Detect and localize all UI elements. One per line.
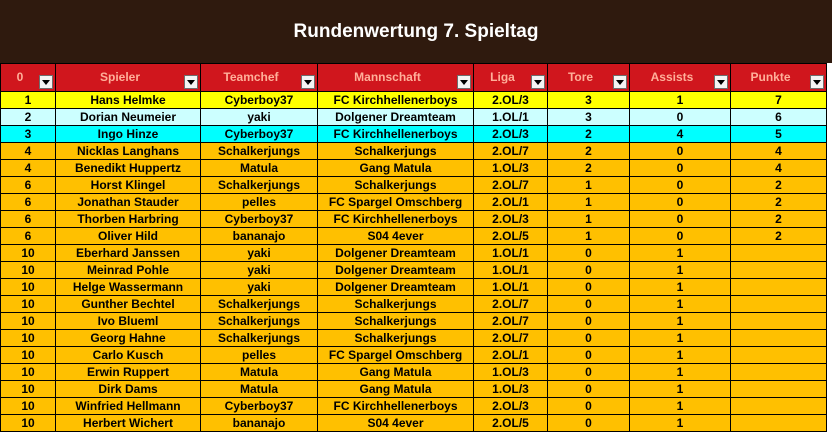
cell-rank[interactable]: 10 [1, 279, 56, 296]
column-header-label: Tore [567, 70, 594, 84]
column-header-label: Assists [650, 70, 694, 84]
cell-spieler[interactable]: Erwin Ruppert [56, 364, 201, 381]
cell-spieler[interactable]: Gunther Bechtel [56, 296, 201, 313]
cell-spieler[interactable]: Herbert Wichert [56, 415, 201, 432]
cell-tore[interactable]: 0 [548, 245, 630, 262]
cell-assists[interactable]: 1 [630, 330, 731, 347]
cell-assists[interactable]: 0 [630, 160, 731, 177]
cell-liga[interactable]: 1.OL/3 [474, 381, 548, 398]
table-row [1, 398, 827, 415]
column-header-spieler [56, 64, 201, 92]
filter-dropdown-button[interactable] [531, 75, 545, 89]
cell-liga[interactable]: 2.OL/3 [474, 126, 548, 143]
cell-rank[interactable]: 10 [1, 398, 56, 415]
cell-rank[interactable]: 3 [1, 126, 56, 143]
cell-spieler[interactable]: Nicklas Langhans [56, 143, 201, 160]
table-row [1, 330, 827, 347]
cell-liga[interactable]: 2.OL/7 [474, 143, 548, 160]
cell-assists[interactable]: 0 [630, 228, 731, 245]
cell-mannschaft[interactable]: FC Kirchhellenerboys [318, 126, 474, 143]
cell-tore[interactable]: 0 [548, 415, 630, 432]
cell-teamchef[interactable]: Matula [201, 160, 318, 177]
cell-rank[interactable]: 6 [1, 177, 56, 194]
cell-punkte[interactable]: 4 [731, 143, 827, 160]
cell-assists[interactable]: 0 [630, 194, 731, 211]
cell-teamchef[interactable]: Schalkerjungs [201, 296, 318, 313]
cell-teamchef[interactable]: Cyberboy37 [201, 126, 318, 143]
chevron-down-icon [304, 80, 312, 85]
cell-tore[interactable]: 0 [548, 330, 630, 347]
cell-tore[interactable]: 0 [548, 296, 630, 313]
table-row [1, 415, 827, 432]
header-row [1, 64, 827, 92]
cell-assists[interactable]: 1 [630, 296, 731, 313]
table-row [1, 262, 827, 279]
cell-teamchef[interactable]: Schalkerjungs [201, 330, 318, 347]
cell-mannschaft[interactable]: Dolgener Dreamteam [318, 245, 474, 262]
table-row [1, 364, 827, 381]
cell-tore[interactable]: 0 [548, 262, 630, 279]
cell-teamchef[interactable]: yaki [201, 109, 318, 126]
cell-mannschaft[interactable]: Schalkerjungs [318, 143, 474, 160]
cell-liga[interactable]: 2.OL/3 [474, 211, 548, 228]
cell-teamchef[interactable]: Schalkerjungs [201, 177, 318, 194]
title-bar [0, 0, 832, 63]
cell-mannschaft[interactable]: Dolgener Dreamteam [318, 279, 474, 296]
cell-spieler[interactable]: Winfried Hellmann [56, 398, 201, 415]
filter-dropdown-button[interactable] [301, 75, 315, 89]
cell-tore[interactable]: 1 [548, 228, 630, 245]
cell-assists[interactable]: 1 [630, 381, 731, 398]
cell-teamchef[interactable]: yaki [201, 245, 318, 262]
cell-rank[interactable]: 10 [1, 364, 56, 381]
cell-tore[interactable]: 0 [548, 381, 630, 398]
cell-mannschaft[interactable]: Dolgener Dreamteam [318, 262, 474, 279]
cell-assists[interactable]: 0 [630, 211, 731, 228]
cell-rank[interactable]: 4 [1, 143, 56, 160]
cell-punkte[interactable]: 7 [731, 92, 827, 109]
table-row [1, 194, 827, 211]
column-header-label: Teamchef [223, 70, 279, 84]
cell-teamchef[interactable]: bananajo [201, 415, 318, 432]
cell-liga[interactable]: 1.OL/1 [474, 262, 548, 279]
cell-spieler[interactable]: Benedikt Huppertz [56, 160, 201, 177]
cell-punkte[interactable] [731, 313, 827, 330]
cell-punkte[interactable] [731, 364, 827, 381]
cell-teamchef[interactable]: Matula [201, 364, 318, 381]
cell-liga[interactable]: 1.OL/1 [474, 109, 548, 126]
cell-rank[interactable]: 6 [1, 194, 56, 211]
cell-mannschaft[interactable]: FC Spargel Omschberg [318, 194, 474, 211]
cell-assists[interactable]: 0 [630, 143, 731, 160]
cell-mannschaft[interactable]: FC Kirchhellenerboys [318, 92, 474, 109]
table-row [1, 211, 827, 228]
cell-assists[interactable]: 1 [630, 398, 731, 415]
cell-tore[interactable]: 3 [548, 92, 630, 109]
cell-teamchef[interactable]: pelles [201, 347, 318, 364]
cell-assists[interactable]: 1 [630, 347, 731, 364]
cell-liga[interactable]: 2.OL/7 [474, 330, 548, 347]
cell-mannschaft[interactable]: S04 4ever [318, 228, 474, 245]
cell-punkte[interactable] [731, 245, 827, 262]
column-header-rank [1, 64, 56, 92]
cell-liga[interactable]: 2.OL/3 [474, 92, 548, 109]
cell-tore[interactable]: 0 [548, 398, 630, 415]
chevron-down-icon [460, 80, 468, 85]
filter-dropdown-button[interactable] [613, 75, 627, 89]
cell-rank[interactable]: 10 [1, 262, 56, 279]
cell-assists[interactable]: 1 [630, 364, 731, 381]
cell-teamchef[interactable]: yaki [201, 262, 318, 279]
cell-mannschaft[interactable]: Schalkerjungs [318, 313, 474, 330]
cell-mannschaft[interactable]: Gang Matula [318, 364, 474, 381]
cell-tore[interactable]: 0 [548, 347, 630, 364]
cell-teamchef[interactable]: Schalkerjungs [201, 313, 318, 330]
chevron-down-icon [717, 80, 725, 85]
cell-spieler[interactable]: Oliver Hild [56, 228, 201, 245]
cell-mannschaft[interactable]: Schalkerjungs [318, 177, 474, 194]
cell-punkte[interactable]: 2 [731, 177, 827, 194]
cell-rank[interactable]: 10 [1, 381, 56, 398]
cell-assists[interactable]: 1 [630, 415, 731, 432]
cell-rank[interactable]: 10 [1, 313, 56, 330]
cell-spieler[interactable]: Horst Klingel [56, 177, 201, 194]
cell-teamchef[interactable]: Schalkerjungs [201, 143, 318, 160]
cell-spieler[interactable]: Thorben Harbring [56, 211, 201, 228]
cell-liga[interactable]: 1.OL/3 [474, 364, 548, 381]
cell-spieler[interactable]: Dirk Dams [56, 381, 201, 398]
cell-tore[interactable]: 2 [548, 160, 630, 177]
cell-tore[interactable]: 1 [548, 194, 630, 211]
cell-spieler[interactable]: Hans Helmke [56, 92, 201, 109]
cell-spieler[interactable]: Meinrad Pohle [56, 262, 201, 279]
cell-tore[interactable]: 0 [548, 279, 630, 296]
cell-teamchef[interactable]: Cyberboy37 [201, 211, 318, 228]
cell-rank[interactable]: 6 [1, 211, 56, 228]
column-header-assists [630, 64, 731, 92]
cell-assists[interactable]: 1 [630, 313, 731, 330]
cell-mannschaft[interactable]: Schalkerjungs [318, 330, 474, 347]
column-header-teamchef [201, 64, 318, 92]
cell-assists[interactable]: 1 [630, 245, 731, 262]
cell-punkte[interactable] [731, 398, 827, 415]
chevron-down-icon [813, 80, 821, 85]
filter-dropdown-button[interactable] [714, 75, 728, 89]
cell-spieler[interactable]: Helge Wassermann [56, 279, 201, 296]
cell-punkte[interactable] [731, 415, 827, 432]
cell-punkte[interactable] [731, 381, 827, 398]
cell-rank[interactable]: 10 [1, 330, 56, 347]
column-header-punkte [731, 64, 827, 92]
cell-spieler[interactable]: Carlo Kusch [56, 347, 201, 364]
column-header-label: 0 [16, 70, 24, 84]
chevron-down-icon [42, 80, 50, 85]
cell-liga[interactable]: 2.OL/5 [474, 415, 548, 432]
cell-rank[interactable]: 10 [1, 296, 56, 313]
table-row [1, 381, 827, 398]
page-title: Rundenwertung 7. Spieltag [293, 20, 539, 42]
cell-tore[interactable]: 1 [548, 211, 630, 228]
cell-punkte[interactable] [731, 330, 827, 347]
cell-liga[interactable]: 2.OL/5 [474, 228, 548, 245]
cell-punkte[interactable]: 4 [731, 160, 827, 177]
cell-teamchef[interactable]: Cyberboy37 [201, 92, 318, 109]
cell-punkte[interactable]: 5 [731, 126, 827, 143]
cell-rank[interactable]: 2 [1, 109, 56, 126]
cell-mannschaft[interactable]: Gang Matula [318, 160, 474, 177]
cell-spieler[interactable]: Eberhard Janssen [56, 245, 201, 262]
cell-liga[interactable]: 2.OL/1 [474, 194, 548, 211]
table-row [1, 313, 827, 330]
column-header-label: Spieler [99, 70, 141, 84]
cell-assists[interactable]: 1 [630, 262, 731, 279]
cell-liga[interactable]: 2.OL/7 [474, 177, 548, 194]
cell-mannschaft[interactable]: FC Kirchhellenerboys [318, 398, 474, 415]
table-row [1, 92, 827, 109]
cell-mannschaft[interactable]: FC Kirchhellenerboys [318, 211, 474, 228]
cell-mannschaft[interactable]: Gang Matula [318, 381, 474, 398]
cell-liga[interactable]: 1.OL/3 [474, 160, 548, 177]
cell-punkte[interactable] [731, 262, 827, 279]
cell-mannschaft[interactable]: Schalkerjungs [318, 296, 474, 313]
table-row [1, 279, 827, 296]
cell-teamchef[interactable]: pelles [201, 194, 318, 211]
cell-punkte[interactable]: 2 [731, 228, 827, 245]
cell-spieler[interactable]: Jonathan Stauder [56, 194, 201, 211]
cell-tore[interactable]: 0 [548, 364, 630, 381]
cell-assists[interactable]: 0 [630, 177, 731, 194]
column-header-label: Liga [490, 70, 515, 84]
column-header-label: Mannschaft [354, 70, 421, 84]
cell-punkte[interactable]: 2 [731, 211, 827, 228]
filter-dropdown-button[interactable] [457, 75, 471, 89]
cell-rank[interactable]: 10 [1, 245, 56, 262]
cell-punkte[interactable]: 6 [731, 109, 827, 126]
table-row [1, 347, 827, 364]
cell-mannschaft[interactable]: S04 4ever [318, 415, 474, 432]
cell-assists[interactable]: 4 [630, 126, 731, 143]
table-row [1, 296, 827, 313]
column-header-label: Punkte [750, 70, 791, 84]
cell-spieler[interactable]: Dorian Neumeier [56, 109, 201, 126]
cell-punkte[interactable] [731, 279, 827, 296]
cell-teamchef[interactable]: bananajo [201, 228, 318, 245]
cell-mannschaft[interactable]: Dolgener Dreamteam [318, 109, 474, 126]
chevron-down-icon [187, 80, 195, 85]
cell-teamchef[interactable]: yaki [201, 279, 318, 296]
cell-punkte[interactable] [731, 347, 827, 364]
cell-rank[interactable]: 4 [1, 160, 56, 177]
cell-tore[interactable]: 3 [548, 109, 630, 126]
cell-liga[interactable]: 1.OL/1 [474, 245, 548, 262]
cell-liga[interactable]: 2.OL/7 [474, 296, 548, 313]
cell-tore[interactable]: 2 [548, 126, 630, 143]
table-body [1, 92, 827, 432]
cell-rank[interactable]: 1 [1, 92, 56, 109]
table-row [1, 245, 827, 262]
chevron-down-icon [534, 80, 542, 85]
cell-liga[interactable]: 2.OL/3 [474, 398, 548, 415]
standings-table [0, 63, 827, 432]
cell-rank[interactable]: 10 [1, 347, 56, 364]
table-row [1, 143, 827, 160]
cell-spieler[interactable]: Georg Hahne [56, 330, 201, 347]
table-row [1, 160, 827, 177]
cell-punkte[interactable] [731, 296, 827, 313]
cell-spieler[interactable]: Ingo Hinze [56, 126, 201, 143]
filter-dropdown-button[interactable] [184, 75, 198, 89]
cell-rank[interactable]: 10 [1, 415, 56, 432]
cell-spieler[interactable]: Ivo Blueml [56, 313, 201, 330]
table-row [1, 109, 827, 126]
cell-tore[interactable]: 1 [548, 177, 630, 194]
cell-teamchef[interactable]: Cyberboy37 [201, 398, 318, 415]
cell-mannschaft[interactable]: FC Spargel Omschberg [318, 347, 474, 364]
cell-rank[interactable]: 6 [1, 228, 56, 245]
filter-dropdown-button[interactable] [39, 75, 53, 89]
filter-dropdown-button[interactable] [810, 75, 824, 89]
cell-liga[interactable]: 2.OL/7 [474, 313, 548, 330]
cell-liga[interactable]: 1.OL/1 [474, 279, 548, 296]
column-header-liga [474, 64, 548, 92]
column-header-mannschaft [318, 64, 474, 92]
table-row [1, 126, 827, 143]
cell-tore[interactable]: 2 [548, 143, 630, 160]
chevron-down-icon [616, 80, 624, 85]
cell-tore[interactable]: 0 [548, 313, 630, 330]
cell-assists[interactable]: 1 [630, 279, 731, 296]
cell-punkte[interactable]: 2 [731, 194, 827, 211]
cell-teamchef[interactable]: Matula [201, 381, 318, 398]
column-header-tore [548, 64, 630, 92]
cell-assists[interactable]: 1 [630, 92, 731, 109]
table-row [1, 177, 827, 194]
cell-liga[interactable]: 2.OL/1 [474, 347, 548, 364]
table-row [1, 228, 827, 245]
cell-assists[interactable]: 0 [630, 109, 731, 126]
